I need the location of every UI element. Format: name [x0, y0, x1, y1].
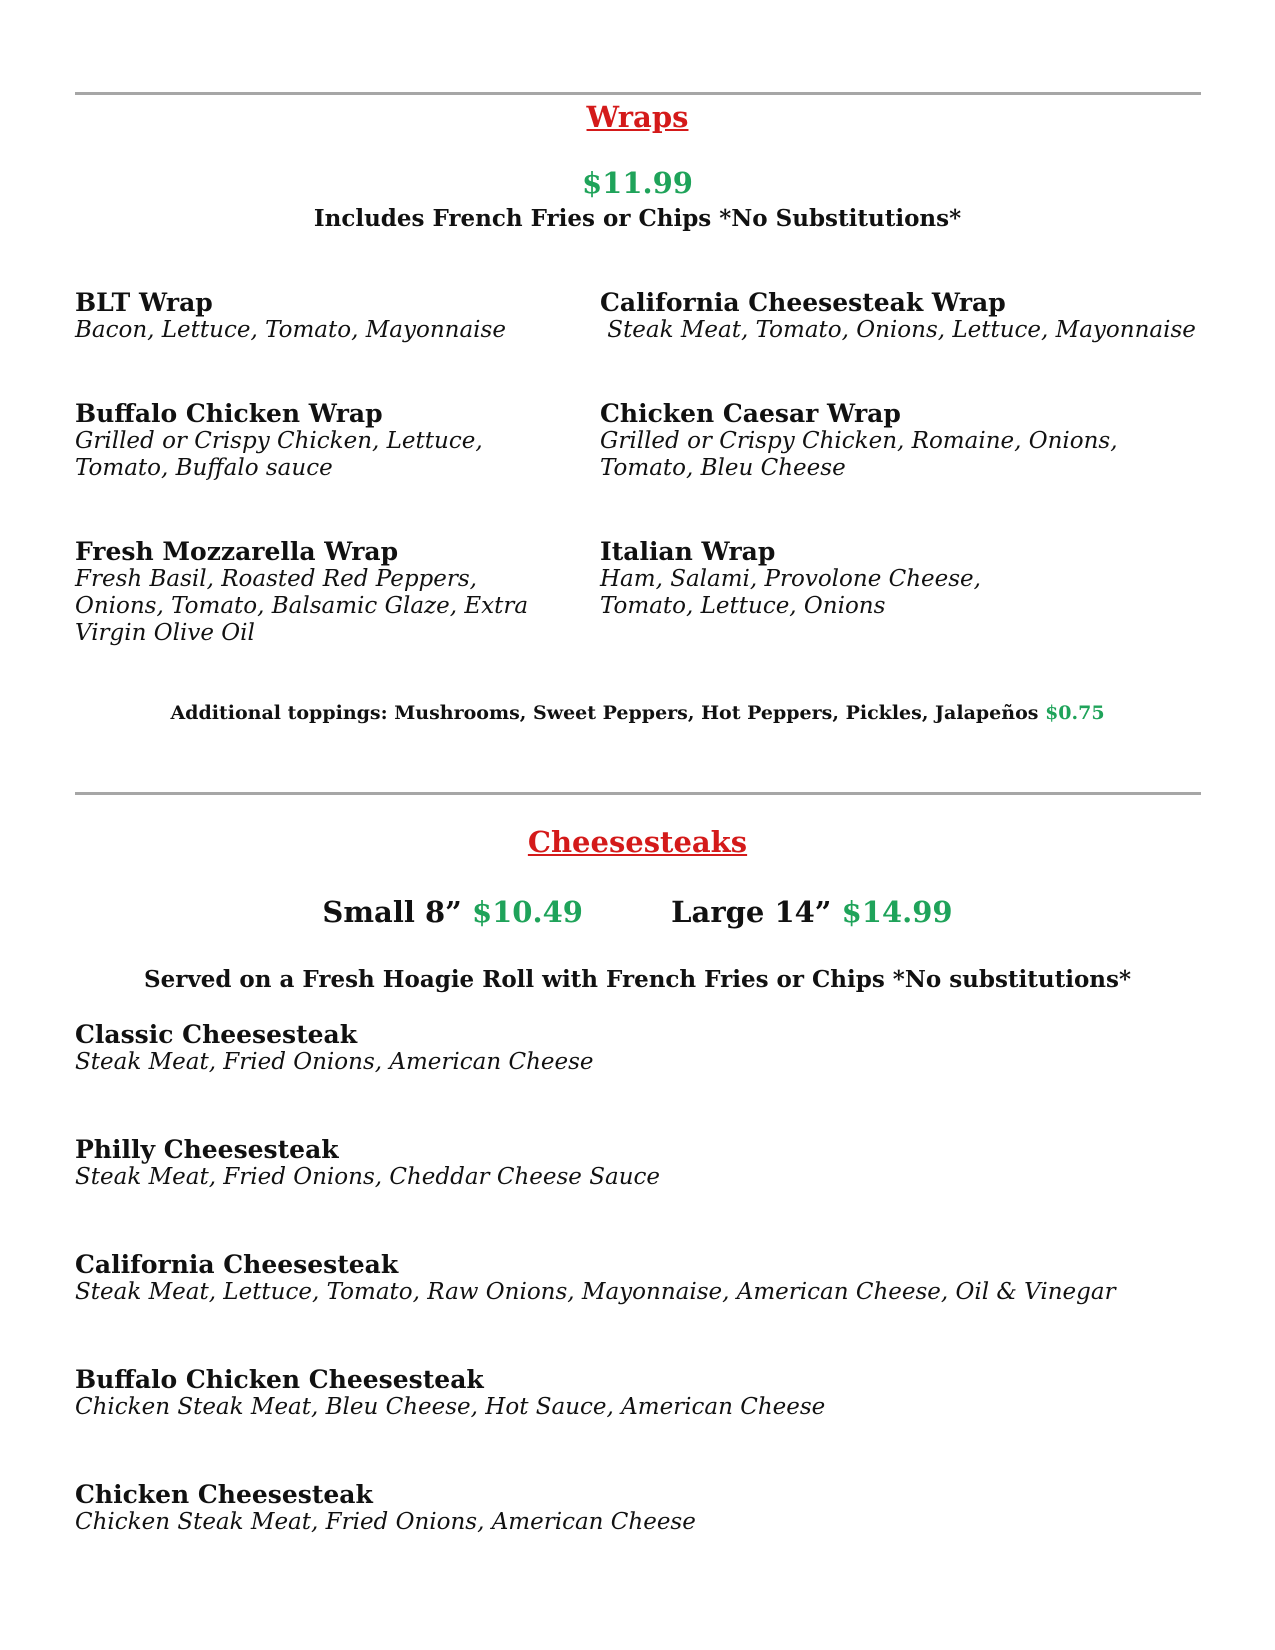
- item-name: Philly Cheesesteak: [75, 1135, 339, 1164]
- additional-toppings-label: Additional toppings: Mushrooms, Sweet Peppers, Hot Peppers, Pickles, Jalapeños: [170, 702, 1039, 724]
- item-name: California Cheesesteak: [75, 1250, 399, 1279]
- wraps-price: $11.99: [582, 166, 693, 200]
- large-size-label: Large 14”: [671, 895, 832, 929]
- item-desc: Steak Meat, Lettuce, Tomato, Raw Onions, Mayonnaise, American Cheese, Oil & Vinegar: [75, 1279, 1116, 1305]
- small-size-label: Small 8”: [322, 895, 462, 929]
- wraps-note: Includes French Fries or Chips *No Substitutions*: [313, 205, 962, 232]
- item-desc: Ham, Salami, Provolone Cheese, Tomato, Lettuce, Onions: [600, 566, 981, 619]
- item-desc: Fresh Basil, Roasted Red Peppers, Onions, Tomato, Balsamic Glaze, Extra Virgin Olive Oil: [75, 566, 529, 646]
- item-name: Buffalo Chicken Cheesesteak: [75, 1365, 484, 1394]
- menu-item: [75, 400, 555, 482]
- item-desc: Steak Meat, Fried Onions, American Cheese: [75, 1049, 594, 1075]
- menu-item: [600, 289, 1200, 344]
- menu-item: [75, 1136, 1175, 1191]
- menu-item: [75, 289, 555, 344]
- item-desc: Grilled or Crispy Chicken, Romaine, Onions, Tomato, Bleu Cheese: [600, 428, 1118, 481]
- item-name: Italian Wrap: [600, 537, 776, 566]
- menu-item: [600, 400, 1200, 482]
- item-name: California Cheesesteak Wrap: [600, 288, 1006, 317]
- item-name: Chicken Caesar Wrap: [600, 399, 901, 428]
- menu-item: [75, 1366, 1175, 1421]
- menu-item: [75, 1021, 1175, 1076]
- menu-item: [75, 1481, 1175, 1536]
- menu-item: [75, 538, 555, 647]
- cheesesteaks-title: Cheesesteaks: [527, 825, 748, 859]
- section-divider: [75, 792, 1201, 795]
- item-name: Fresh Mozzarella Wrap: [75, 537, 399, 566]
- item-desc: Chicken Steak Meat, Fried Onions, American Cheese: [75, 1509, 696, 1535]
- menu-item: [75, 1251, 1175, 1306]
- cheesesteaks-note: Served on a Fresh Hoagie Roll with French Fries or Chips *No substitutions*: [143, 966, 1132, 993]
- item-name: BLT Wrap: [75, 288, 213, 317]
- wraps-title: Wraps: [586, 100, 689, 134]
- item-name: Chicken Cheesesteak: [75, 1480, 373, 1509]
- item-desc: Steak Meat, Fried Onions, Cheddar Cheese Sauce: [75, 1164, 660, 1190]
- item-desc: Steak Meat, Tomato, Onions, Lettuce, Mayonnaise: [600, 317, 1196, 343]
- additional-toppings-price: $0.75: [1045, 702, 1105, 724]
- item-desc: Bacon, Lettuce, Tomato, Mayonnaise: [75, 317, 506, 343]
- menu-item: [600, 538, 1070, 620]
- item-desc: Grilled or Crispy Chicken, Lettuce, Tomato, Buffalo sauce: [75, 428, 483, 481]
- item-name: Classic Cheesesteak: [75, 1020, 358, 1049]
- top-divider: [75, 92, 1201, 95]
- small-size-price: $10.49: [471, 895, 583, 929]
- item-name: Buffalo Chicken Wrap: [75, 399, 383, 428]
- large-size-price: $14.99: [841, 895, 953, 929]
- item-desc: Chicken Steak Meat, Bleu Cheese, Hot Sauce, American Cheese: [75, 1394, 826, 1420]
- cheesesteak-sizes: [0, 895, 1275, 929]
- additional-toppings: [0, 702, 1275, 724]
